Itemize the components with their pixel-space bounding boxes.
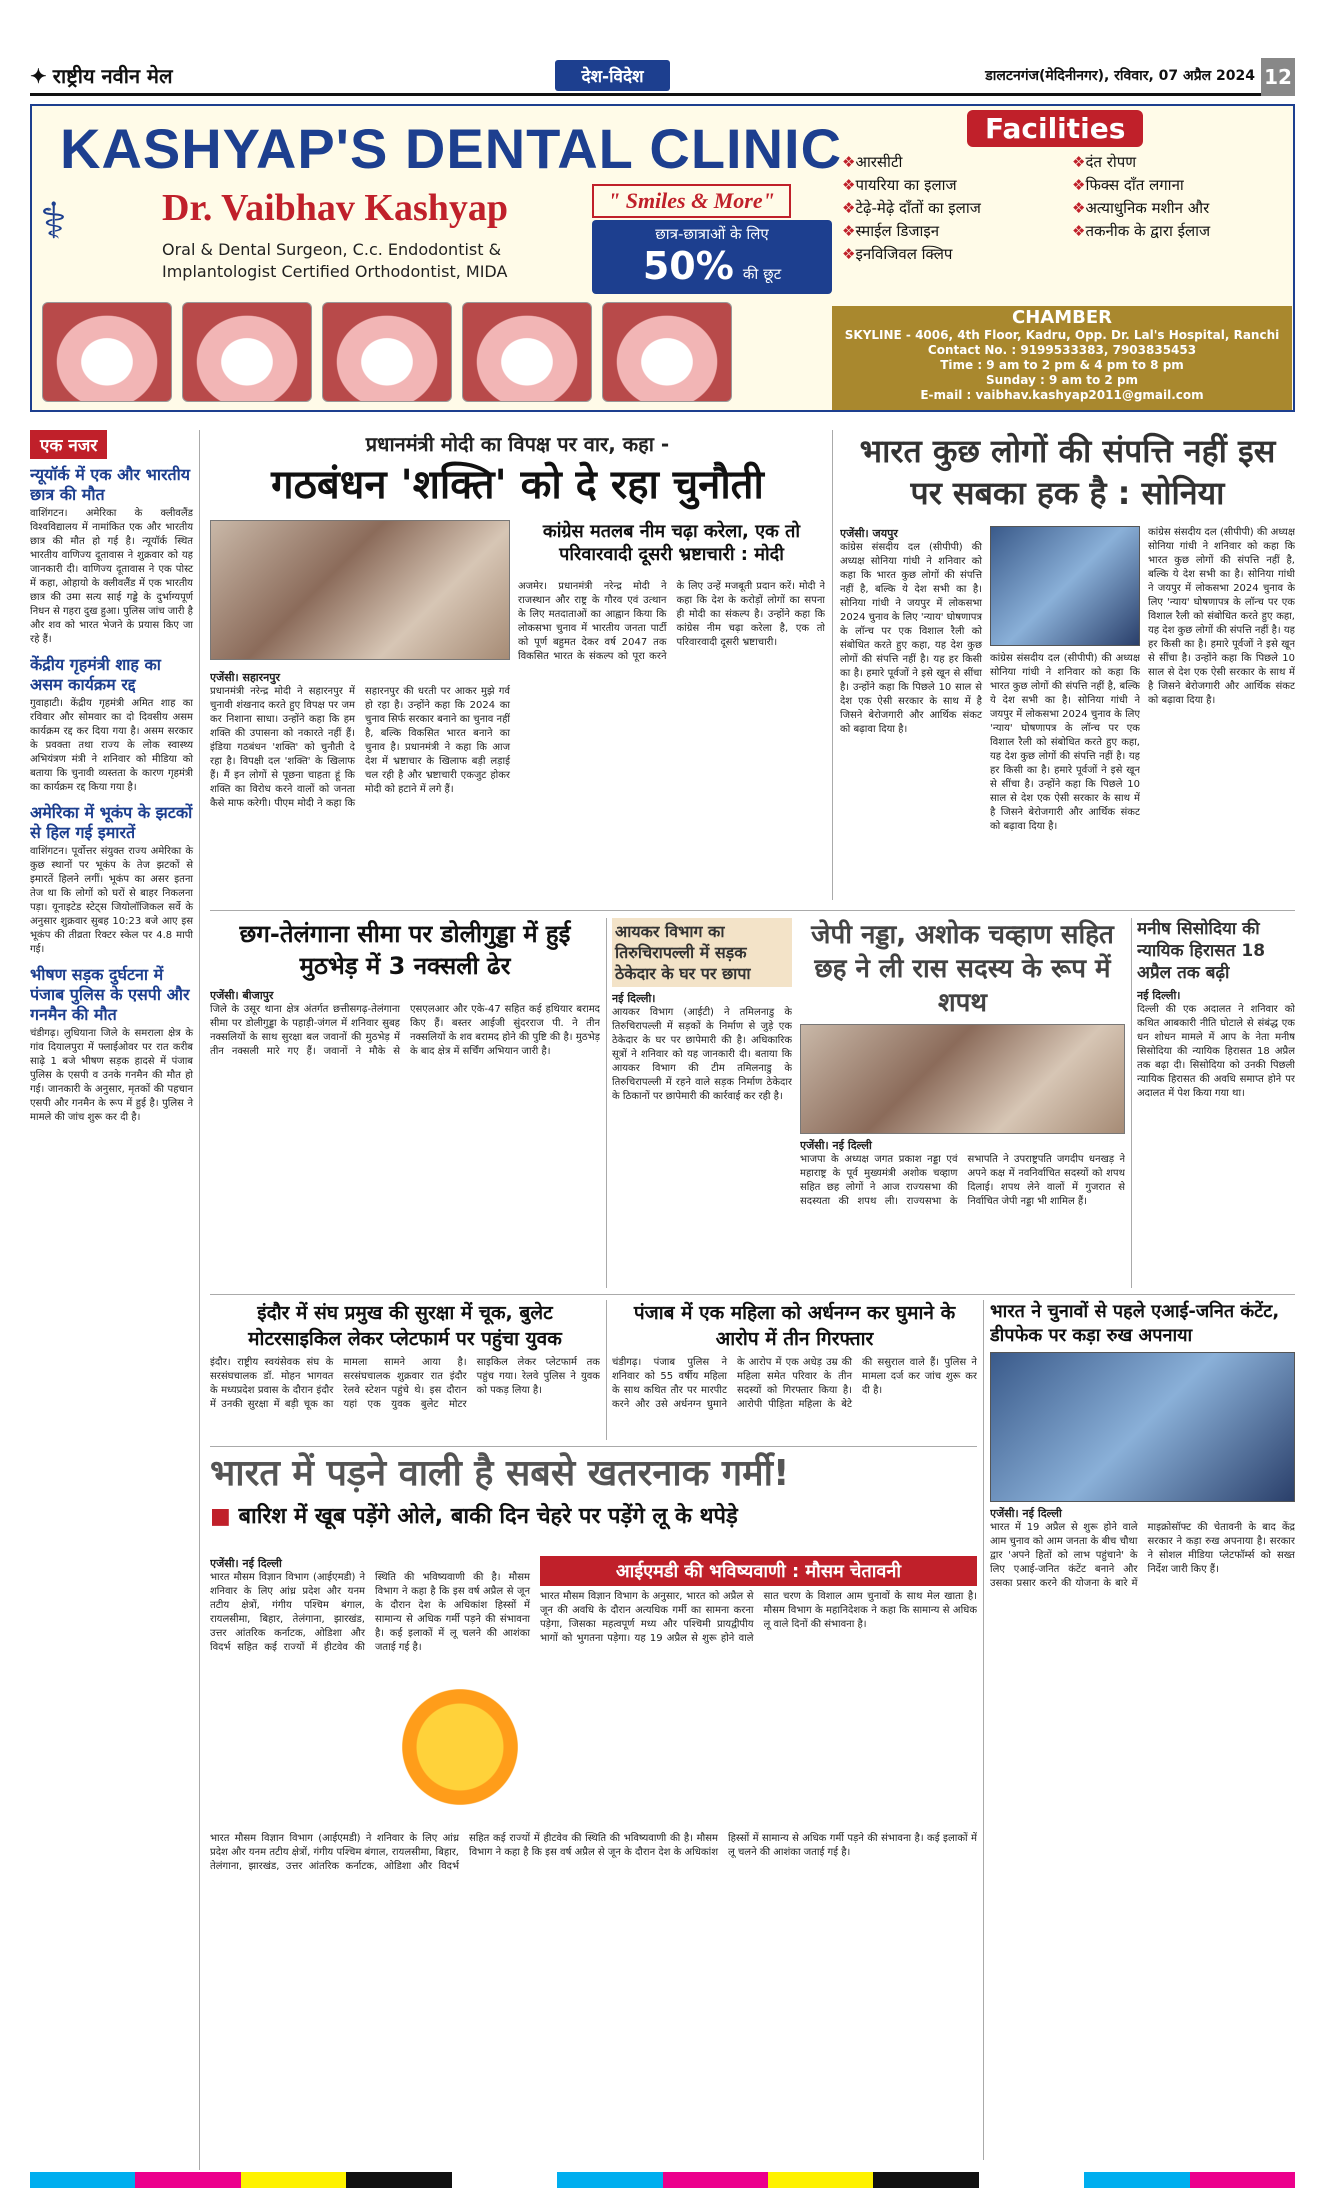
facility-item: ❖ टेढ़े-मेढ़े दाँतों का इलाज: [842, 198, 1072, 218]
chamber-box: CHAMBER SKYLINE - 4006, 4th Floor, Kadru, Opp. Dr. Lal's Hospital, Ranchi Contact No. : 9199533383, 7903835453 Time : 9 am to 2 pm & 4 pm to 8 pm Sunday : 9 am to 2 pm E-mail : vaibhav.kashyap2011@gmail.com: [832, 306, 1292, 410]
byline: एजेंसी। नई दिल्ली: [990, 1507, 1062, 1520]
teeth-photo: [462, 302, 592, 402]
story-body-continued: भारत मौसम विज्ञान विभाग के अनुसार, भारत को अप्रैल से जून की अवधि के दौरान अत्यधिक गर्मी का सामना करना पड़ेगा, जिसका महत्वपूर्ण मध्य और पश्चिमी प्रायद्वीपीय भागों को भुगतना पड़ेगा। यह 19 अप्रैल से शुरू होने वाले सात चरण के विशाल आम चुनावों के साथ मेल खाता है। मौसम विभाग के महानिदेशक ने कहा कि सामान्य से अधिक लू वाले दिनों की संभावना है।: [540, 1591, 977, 1644]
byline: एजेंसी। बीजापुर: [210, 989, 274, 1002]
story-deepfake-ai: [990, 1300, 1295, 2160]
facilities-title: Facilities: [967, 110, 1143, 147]
story-headline: गठबंधन 'शक्ति' को दे रहा चुनौती: [271, 462, 764, 508]
story-body: कांग्रेस संसदीय दल (सीपीपी) की अध्यक्ष सोनिया गांधी ने शनिवार को कहा कि भारत कुछ लोगों की संपत्ति नहीं है, बल्कि ये देश सभी का है। सोनिया गांधी ने जयपुर में लोकसभा 2024 चुनाव के लिए 'न्याय' घोषणापत्र के लॉन्च पर एक विशाल रैली को संबोधित करते हुए कहा, यह देश कुछ लोगों की संपत्ति नहीं है। यह हर किसी का है। हमारे पूर्वजों ने इसे खून से सींचा है। उन्होंने कहा कि पिछले 10 साल से देश एक ऐसी सरकार के साथ में है जिसने बेरोजगारी और आर्थिक संकट को बढ़ावा दिया है।: [840, 542, 982, 735]
ad-qualification: Oral & Dental Surgeon, C.c. Endodontist &: [162, 240, 502, 259]
story-headline: इंदौर में संघ प्रमुख की सुरक्षा में चूक, बुलेट मोटरसाइकिल लेकर प्लेटफार्म पर पहुंचा युवक: [248, 1302, 562, 1350]
story-body: प्रधानमंत्री नरेन्द्र मोदी ने सहारनपुर में चुनावी शंखनाद करते हुए विपक्ष पर जम कर निशाना साधा। उन्होंने कहा कि हम शक्ति की उपासना को नकारते नहीं हैं। इंडिया गठबंधन 'शक्ति' को चुनौती दे रहा है। विपक्षी दल 'शक्ति' के खिलाफ हैं। मैं इन लोगों से पूछना चाहता हूं कि शक्ति का विरोध करने वालों को जनता कैसे माफ करेगी। पीएम मोदी ने कहा कि सहारनपुर की धरती पर आकर मुझे गर्व हो रहा है। उन्होंने कहा कि 2024 का चुनाव सिर्फ सरकार बनाने का चुनाव नहीं है, बल्कि विकसित भारत बनाने का चुनाव है। प्रधानमंत्री ने कहा कि आज देश में भ्रष्टाचार के खिलाफ बड़ी लड़ाई चल रही है और भ्रष्टाचारी एकजुट होकर मोदी को हटाने में लगे हैं।: [210, 686, 510, 809]
story-rajya-sabha-oath: [800, 918, 1125, 1288]
story-headline: भारत ने चुनावों से पहले एआई-जनित कंटेंट, डीपफेक पर कड़ा रुख अपनाया: [990, 1301, 1280, 1346]
color-registration-bar: [30, 2172, 1295, 2188]
story-naxal-encounter: [210, 918, 600, 1288]
story-headline: पंजाब में एक महिला को अर्धनग्न कर घुमाने के आरोप में तीन गिरफ्तार: [633, 1302, 956, 1350]
story-body: भारत मौसम विज्ञान विभाग (आईएमडी) ने शनिवार के लिए आंध्र प्रदेश और यनम तटीय क्षेत्रों, गंगीय पश्चिम बंगाल, रायलसीमा, बिहार, तेलंगाना, झारखंड, उत्तर आंतरिक कर्नाटक, ओडिशा और विदर्भ सहित कई राज्यों में हीटवेव की स्थिति की भविष्यवाणी की है। मौसम विभाग ने कहा है कि इस वर्ष अप्रैल से जून के दौरान देश के अधिकांश हिस्सों में सामान्य से अधिक गर्मी पड़ने की संभावना है। कई इलाकों में लू चलने की आशंका जताई गई है।: [210, 1572, 530, 1653]
story-headline: जेपी नड्डा, अशोक चव्हाण सहित छह ने ली रास सदस्य के रूप में शपथ: [811, 920, 1114, 1018]
modi-rally-photo: [210, 520, 510, 660]
story-body: भाजपा के अध्यक्ष जगत प्रकाश नड्डा एवं महाराष्ट्र के पूर्व मुख्यमंत्री अशोक चव्हाण सहित छह लोगों ने आज राज्यसभा की सदस्यता की शपथ ली। राज्यसभा के सभापति ने उपराष्ट्रपति जगदीप धनखड़ ने अपने कक्ष में नवनिर्वाचित सदस्यों को शपथ दिलाई। शपथ लेने वालों में गुजरात से निर्वाचित जेपी नड्डा भी शामिल हैं।: [800, 1154, 1125, 1207]
masthead: [30, 58, 1295, 96]
story-body: दिल्ली की एक अदालत ने शनिवार को कथित आबकारी नीति घोटाले से संबंद्ध एक धन शोधन मामले में आप के नेता मनीष सिसोदिया की न्यायिक हिरासत 18 अप्रैल तक बढ़ा दी। सिसोदिया को उनकी पिछली न्यायिक हिरासत की अवधि समाप्त होने पर अदालत में पेश किया गया था।: [1137, 1004, 1295, 1099]
story-body: आयकर विभाग (आईटी) ने तमिलनाडु के तिरुचिरापल्ली में सड़कों के निर्माण से जुड़े एक ठेकेदार के घर पर छापेमारी की है। अधिकारिक सूत्रों ने शनिवार को यह जानकारी दी। बताया कि आयकर विभाग की टीम तमिलनाडु के तिरुचिरापल्ली में रहने वाले सड़क निर्माण ठेकेदार के ठिकानों पर छापेमारी की कार्रवाई कर रही है।: [612, 1007, 792, 1102]
oath-ceremony-photo: [800, 1024, 1125, 1134]
story-headline: भारत कुछ लोगों की संपत्ति नहीं इस पर सबका हक है : सोनिया: [859, 432, 1276, 512]
teeth-photo: [602, 302, 732, 402]
story-subhead: ■ बारिश में खूब पड़ेंगे ओले, बाकी दिन चेहरे पर पड़ेंगे लू के थपेड़े: [210, 1504, 738, 1529]
sun-illustration: [390, 1682, 530, 1812]
story-body-continued: भारत मौसम विज्ञान विभाग (आईएमडी) ने शनिवार के लिए आंध्र प्रदेश और यनम तटीय क्षेत्रों, गंगीय पश्चिम बंगाल, रायलसीमा, बिहार, तेलंगाना, झारखंड, उत्तर आंतरिक कर्नाटक, ओडिशा और विदर्भ सहित कई राज्यों में हीटवेव की स्थिति की भविष्यवाणी की है। मौसम विभाग ने कहा है कि इस वर्ष अप्रैल से जून के दौरान देश के अधिकांश हिस्सों में सामान्य से अधिक गर्मी पड़ने की संभावना है। कई इलाकों में लू चलने की आशंका जताई गई है।: [210, 1833, 977, 1872]
story-headline: भारत में पड़ने वाली है सबसे खतरनाक गर्मी!: [210, 1453, 790, 1494]
sonia-photo: [990, 526, 1140, 646]
brief-story: न्यूयॉर्क में एक और भारतीय छात्र की मौत वाशिंगटन। अमेरिका के क्लीवलैंड विश्वविद्यालय में नामांकित एक और भारतीय छात्र की मौत हो गई है। न्यूयॉर्क स्थित भारतीय वाणिज्य दूतावास ने शुक्रवार को यह जानकारी दी। वाणिज्य दूतावास ने एक पोस्ट में कहा, ओहायो के क्लीवलैंड में एक भारतीय छात्र की उमा सत्य साई गड्डे के दुर्भाग्यपूर्ण निधन से गहरा दुख हुआ। पुलिस जांच जारी है और शव को भारत भेजने के प्रयास किए जा रहे हैं।: [30, 465, 193, 645]
byline: नई दिल्ली।: [1137, 989, 1181, 1002]
byline: नई दिल्ली।: [612, 992, 656, 1005]
byline: एजेंसी। नई दिल्ली: [210, 1557, 282, 1570]
story-body: चंडीगढ़। पंजाब पुलिस ने शनिवार को 55 वर्षीय महिला के साथ कथित तौर पर मारपीट करने और उसे अर्धनग्न घुमाने के आरोप में एक अधेड़ उम्र की महिला समेत परिवार के तीन सदस्यों को गिरफ्तार किया है। आरोपी पीड़िता महिला के बेटे की ससुराल वाले हैं। पुलिस ने मामला दर्ज कर जांच शुरू कर दी है।: [612, 1357, 977, 1410]
page-number: 12: [1261, 58, 1295, 96]
brief-story: भीषण सड़क दुर्घटना में पंजाब पुलिस के एसपी और गनमैन की मौत चंडीगढ़। लुधियाना जिले के समराला क्षेत्र के गांव दियालपुरा में फ्लाईओवर पर रात करीब साढ़े 1 बजे भीषण सड़क हादसे में पंजाब पुलिस के एसपी व उनके गनमैन की मौत हो गई। जानकारी के अनुसार, मृतकों की पहचान एसपी और गनमैन के रूप में हुई है। पुलिस ने मामले की जांच शुरू कर दी है।: [30, 965, 193, 1123]
ad-qualification: Implantologist Certified Orthodontist, MIDA: [162, 262, 508, 281]
ad-doctor-name: Dr. Vaibhav Kashyap: [162, 187, 509, 229]
ad-tagline: " Smiles & More": [592, 184, 791, 218]
caduceus-icon: ⚕: [40, 192, 68, 250]
bird-logo-icon: ✦: [30, 63, 47, 88]
chamber-sunday: Sunday : 9 am to 2 pm: [985, 373, 1139, 387]
teeth-photo: [42, 302, 172, 402]
ad-offer-badge: छात्र-छात्राओं के लिए 50% की छूट: [592, 220, 832, 294]
chamber-email: E-mail : vaibhav.kashyap2011@gmail.com: [920, 388, 1204, 402]
sub-story-body: अजमेर। प्रधानमंत्री नरेन्द्र मोदी ने राजस्थान और राष्ट्र के गौरव एवं उत्थान के लिए मतदाताओं का आह्वान किया कि लोकसभा चुनाव में भारतीय जनता पार्टी को पूर्ण बहुमत देकर वर्ष 2047 तक विकसित भारत के संकल्प को पूरा करने के लिए उन्हें मजबूती प्रदान करें। मोदी ने कहा कि देश के करोड़ों लोगों का सपना ही मोदी का संकल्प है। उन्होंने कहा कि कांग्रेस नीम चढ़ा करेला है, एक तो परिवारवादी दूसरी भ्रष्टाचारी।: [518, 581, 825, 662]
story-heatwave: [210, 1452, 977, 2162]
teeth-photo: [182, 302, 312, 402]
story-body-continued: कांग्रेस संसदीय दल (सीपीपी) की अध्यक्ष सोनिया गांधी ने शनिवार को कहा कि भारत कुछ लोगों की संपत्ति नहीं है, बल्कि ये देश सभी का है। सोनिया गांधी ने जयपुर में लोकसभा 2024 चुनाव के लिए 'न्याय' घोषणापत्र के लॉन्च पर एक विशाल रैली को संबोधित करते हुए कहा, यह देश कुछ लोगों की संपत्ति नहीं है। यह हर किसी का है। हमारे पूर्वजों ने इसे खून से सींचा है। उन्होंने कहा कि पिछले 10 साल से देश एक ऐसी सरकार के साथ में है जिसने बेरोजगारी और आर्थिक संकट को बढ़ावा दिया है।: [990, 653, 1140, 832]
story-headline: आयकर विभाग का तिरुचिरापल्ली में सड़क ठेकेदार के घर पर छापा: [612, 918, 792, 987]
chamber-time: Time : 9 am to 2 pm & 4 pm to 8 pm: [940, 358, 1184, 372]
teeth-photo-strip: [42, 302, 732, 402]
brief-story: अमेरिका में भूकंप के झटकों से हिल गई इमारतें वाशिंगटन। पूर्वोत्तर संयुक्त राज्य अमेरिका के कुछ स्थानों पर भूकंप के तेज झटकों से इमारतें हिलने लगीं। भूकंप का असर इतना तेज था कि लोगों को घरों से बाहर निकलना पड़ा। यूनाइटेड स्टेट्स जियोलॉजिकल सर्वे के अनुसार शुक्रवार सुबह 10:23 बजे आए इस भूकंप की तीव्रता रिक्टर स्केल पर 4.8 मापी गई।: [30, 803, 193, 955]
facility-item: ❖ अत्याधुनिक मशीन और: [1072, 198, 1282, 218]
facility-item: ❖ आरसीटी: [842, 152, 1072, 172]
bullet-square-icon: ■: [210, 1504, 231, 1529]
story-sisodia-custody: [1137, 918, 1295, 1288]
chamber-address: SKYLINE - 4006, 4th Floor, Kadru, Opp. Dr. Lal's Hospital, Ranchi: [844, 328, 1280, 342]
ad-offer-percent: 50%: [642, 244, 734, 288]
ad-title: KASHYAP'S DENTAL CLINIC: [60, 117, 843, 180]
facility-item: ❖ दंत रोपण: [1072, 152, 1282, 172]
facility-item: ❖ फिक्स दाँत लगाना: [1072, 175, 1282, 195]
story-sonia: [840, 430, 1295, 900]
section-label: देश-विदेश: [555, 60, 669, 91]
story-headline: मनीष सिसोदिया की न्यायिक हिरासत 18 अप्रैल तक बढ़ी: [1137, 919, 1266, 983]
teeth-photo: [322, 302, 452, 402]
story-body: जिले के उसूर थाना क्षेत्र अंतर्गत छत्तीसगढ़-तेलंगाना सीमा पर डोलीगुड्डा के पहाड़ी-जंगल में शनिवार सुबह नक्सलियों के साथ सुरक्षा बल जवानों की मुठभेड़ में तीन नक्सली मारे गए हैं। जवानों ने मौके से एसएलआर और एके-47 सहित कई हथियार बरामद किए हैं। बस्तर आईजी सुंदरराज पी. ने तीन नक्सलियों के शव बरामद होने की पुष्टि की है। मुठभेड़ के बाद क्षेत्र में सर्चिंग अभियान जारी है।: [210, 1004, 600, 1057]
facility-item: ❖ स्माईल डिजाइन: [842, 221, 1072, 241]
story-kicker: प्रधानमंत्री मोदी का विपक्ष पर वार, कहा -: [365, 432, 670, 456]
story-body: इंदौर। राष्ट्रीय स्वयंसेवक संघ के सरसंघचालक डॉ. मोहन भागवत के मध्यप्रदेश प्रवास के दौरान इंदौर में उनकी सुरक्षा में बड़ी चूक का मामला सामने आया है। सरसंघचालक शुक्रवार रात इंदौर रेलवे स्टेशन पहुंचे थे। इस दौरान यहां एक युवक बुलेट मोटर साइकिल लेकर प्लेटफार्म तक पहुंच गया। रेलवे पुलिस ने युवक को पकड़ लिया है।: [210, 1357, 600, 1410]
lead-story-modi: [210, 430, 825, 910]
sub-headline: कांग्रेस मतलब नीम चढ़ा करेला, एक तो परिवारवादी दूसरी भ्रष्टाचारी : मोदी: [542, 521, 801, 565]
ek-nazar-column: [30, 430, 200, 2170]
facilities-list: [842, 152, 1282, 264]
story-punjab-arrest: [612, 1300, 977, 1440]
byline: एजेंसी। जयपुर: [840, 527, 898, 540]
story-body: भारत में 19 अप्रैल से शुरू होने वाले आम चुनाव को आम जनता के बीच चौथा द्वार 'अपने हितों को लाभ पहुंचाने' के लिए एआई-जनित कंटेंट बनाने और उसका प्रसार करने की योजना के बारे में माइक्रोसॉफ्ट की चेतावनी के बाद केंद्र सरकार ने कड़ा रुख अपनाया है। सरकार ने सोशल मीडिया प्लेटफॉर्म्स को सख्त निर्देश जारी किए हैं।: [990, 1522, 1295, 1589]
byline: एजेंसी। सहारनपुर: [210, 671, 281, 684]
dental-clinic-ad: [30, 104, 1295, 412]
column-tab: एक नजर: [30, 430, 107, 459]
chamber-contact: Contact No. : 9199533383, 7903835453: [927, 343, 1197, 357]
deepfake-photo: [990, 1352, 1295, 1502]
story-income-tax-raid: [612, 918, 792, 1288]
facility-item: ❖ इनविजिवल क्लिप: [842, 244, 1072, 264]
story-indore-security-lapse: [210, 1300, 600, 1440]
story-headline: छग-तेलंगाना सीमा पर डोलीगुड्डा में हुई मुठभेड़ में 3 नक्सली ढेर: [239, 920, 571, 980]
facility-item: ❖ पायरिया का इलाज: [842, 175, 1072, 195]
byline: एजेंसी। नई दिल्ली: [800, 1139, 872, 1152]
story-body-continued: कांग्रेस संसदीय दल (सीपीपी) की अध्यक्ष सोनिया गांधी ने शनिवार को कहा कि भारत कुछ लोगों की संपत्ति नहीं है, बल्कि ये देश सभी का है। सोनिया गांधी ने जयपुर में लोकसभा 2024 चुनाव के लिए 'न्याय' घोषणापत्र के लॉन्च पर एक विशाल रैली को संबोधित करते हुए कहा, यह देश कुछ लोगों की संपत्ति नहीं है। यह हर किसी का है। हमारे पूर्वजों ने इसे खून से सींचा है। उन्होंने कहा कि पिछले 10 साल से देश एक ऐसी सरकार के साथ में है जिसने बेरोजगारी और आर्थिक संकट को बढ़ावा दिया है।: [1148, 527, 1295, 706]
dateline: डालटनगंज(मेदिनीनगर), रविवार, 07 अप्रैल 2024: [985, 68, 1255, 84]
paper-name: ✦ राष्ट्रीय नवीन मेल: [30, 63, 173, 88]
facility-item: ❖ तकनीक के द्वारा ईलाज: [1072, 221, 1282, 241]
story-banner: आईएमडी की भविष्यवाणी : मौसम चेतावनी: [540, 1556, 977, 1586]
brief-story: केंद्रीय गृहमंत्री शाह का असम कार्यक्रम रद्द गुवाहाटी। केंद्रीय गृहमंत्री अमित शाह का रविवार और सोमवार का दो दिवसीय असम कार्यक्रम रद्द कर दिया गया है। असम सरकार के प्रवक्ता तथा राज्य के लोक स्वास्थ्य अभियंत्रण मंत्री ने शनिवार को मीडिया को बताया कि चुनावी व्यस्तता के कारण गृहमंत्री का कार्यक्रम रद्द किया गया है।: [30, 655, 193, 793]
